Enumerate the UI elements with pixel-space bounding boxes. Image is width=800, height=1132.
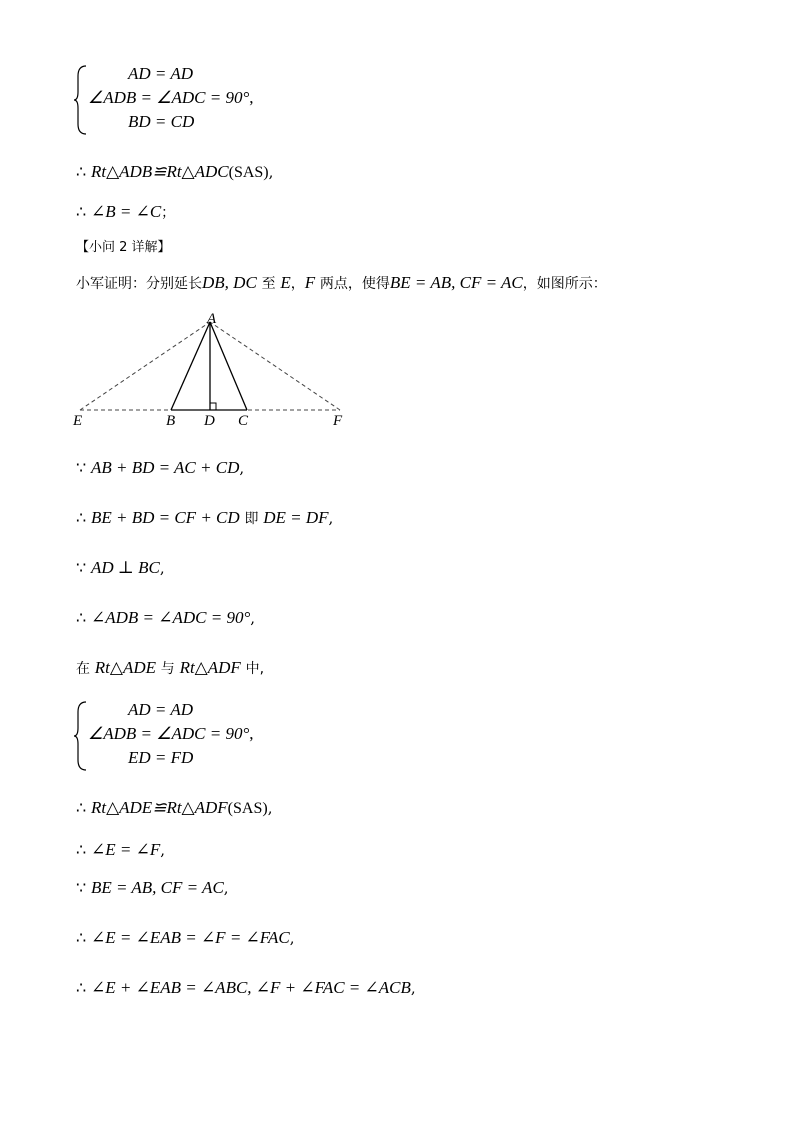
step-line-1 xyxy=(76,458,244,478)
equation-system-2 xyxy=(74,700,394,770)
line-suffix: , xyxy=(410,979,416,997)
in-text-2: 与 xyxy=(160,661,175,677)
given-expr: BE = AB, CF = AC xyxy=(90,878,224,897)
intro-math-4: BE = AB, CF = AC xyxy=(389,273,523,292)
line-suffix: ； xyxy=(161,205,176,221)
angle-b-c-expr: ∠B = ∠C xyxy=(90,202,162,221)
step-2-expr: BE + BD = CF + CD xyxy=(90,508,240,527)
line-suffix: , xyxy=(160,841,165,859)
left-brace-icon xyxy=(74,700,88,772)
system1-row1: AD = AD xyxy=(128,64,193,83)
system2-row3: ED = FD xyxy=(128,748,194,767)
line-suffix: , xyxy=(159,559,165,577)
because-symbol: ∵ xyxy=(76,878,87,897)
step-1-expr: AB + BD = AC + CD xyxy=(90,458,240,477)
geometry-figure xyxy=(70,312,360,432)
intro-text-1: 小军证明：分别延长 xyxy=(76,276,202,292)
in-text-3: 中, xyxy=(245,661,265,677)
line-suffix: , xyxy=(239,459,245,477)
triangle-ade: Rt△ADE xyxy=(94,658,157,677)
therefore-symbol: ∴ xyxy=(76,508,87,527)
step-4-expr: ∠ADB = ∠ADC = 90° xyxy=(90,608,251,627)
angle-e-f-expr: ∠E = ∠F xyxy=(90,840,161,859)
label-f: F xyxy=(333,413,343,429)
line-suffix: , xyxy=(250,609,256,627)
system2-row1: AD = AD xyxy=(128,700,193,719)
congruent-expr-2: Rt△ADE≌Rt△ADF xyxy=(90,798,228,817)
system2-row2 xyxy=(88,724,254,744)
sas-reason-1: (SAS) xyxy=(228,164,269,181)
therefore-symbol: ∴ xyxy=(76,928,87,947)
intro-math-1: DB, DC xyxy=(202,273,257,292)
angle-e-f-line xyxy=(76,840,165,860)
line-suffix: , xyxy=(328,509,334,527)
section-2-title: 【小问 2 详解】 xyxy=(76,240,171,255)
therefore-symbol: ∴ xyxy=(76,202,87,221)
step-line-3 xyxy=(76,558,165,578)
intro-text-3: ， xyxy=(290,276,305,292)
therefore-symbol: ∴ xyxy=(76,162,87,181)
step-line-4 xyxy=(76,608,255,628)
therefore-symbol: ∴ xyxy=(76,978,87,997)
label-b: B xyxy=(166,413,176,429)
right-angle-mark xyxy=(210,403,216,410)
angles-equal-expr: ∠E = ∠EAB = ∠F = ∠FAC xyxy=(90,928,290,947)
angle-b-c-line xyxy=(76,202,175,223)
label-e: E xyxy=(73,413,83,429)
proof-intro xyxy=(76,273,607,294)
triangle-adf: Rt△ADF xyxy=(179,658,241,677)
step-2-expr2: DE = DF xyxy=(263,508,329,527)
line-suffix: , xyxy=(289,929,295,947)
dashed-af xyxy=(210,322,340,410)
segment-ac xyxy=(210,322,247,410)
intro-math-3: F xyxy=(304,273,316,292)
intro-text-4: 两点，使得 xyxy=(319,276,390,292)
congruent-line-1 xyxy=(76,162,273,183)
label-d: D xyxy=(204,413,215,429)
angles-equal-line xyxy=(76,928,294,948)
line-suffix: , xyxy=(267,799,273,817)
step-3-expr: AD ⊥ BC xyxy=(90,558,160,577)
therefore-symbol: ∴ xyxy=(76,840,87,859)
label-c: C xyxy=(238,413,249,429)
left-brace-icon xyxy=(74,64,88,136)
label-a: A xyxy=(207,312,217,327)
angles-sum-line xyxy=(76,978,416,998)
intro-math-2: E xyxy=(280,273,291,292)
step-2-mid: 即 xyxy=(244,511,259,527)
because-symbol: ∵ xyxy=(76,458,87,477)
sas-reason-2: (SAS) xyxy=(227,800,268,817)
system1-row2 xyxy=(88,88,254,108)
in-triangles-line xyxy=(76,658,264,679)
step-line-2 xyxy=(76,508,333,529)
system1-row3: BD = CD xyxy=(128,112,195,131)
congruent-line-2 xyxy=(76,798,272,819)
in-text-1: 在 xyxy=(76,661,90,677)
intro-text-2: 至 xyxy=(261,276,276,292)
therefore-symbol: ∴ xyxy=(76,608,87,627)
system1-row2-suffix: , xyxy=(249,88,254,107)
system2-row2-suffix: , xyxy=(249,724,254,743)
system1-row2-expr: ∠ADB = ∠ADC = 90° xyxy=(88,88,250,107)
intro-text-5: ，如图所示： xyxy=(522,276,607,292)
line-suffix: , xyxy=(223,879,229,897)
system2-row2-expr: ∠ADB = ∠ADC = 90° xyxy=(88,724,250,743)
because-symbol: ∵ xyxy=(76,558,87,577)
equation-system-1 xyxy=(74,64,394,134)
line-suffix: , xyxy=(268,163,274,181)
therefore-symbol: ∴ xyxy=(76,798,87,817)
congruent-expr-1: Rt△ADB≌Rt△ADC xyxy=(90,162,229,181)
given-line xyxy=(76,878,229,898)
angles-sum-expr: ∠E + ∠EAB = ∠ABC, ∠F + ∠FAC = ∠ACB xyxy=(90,978,411,997)
